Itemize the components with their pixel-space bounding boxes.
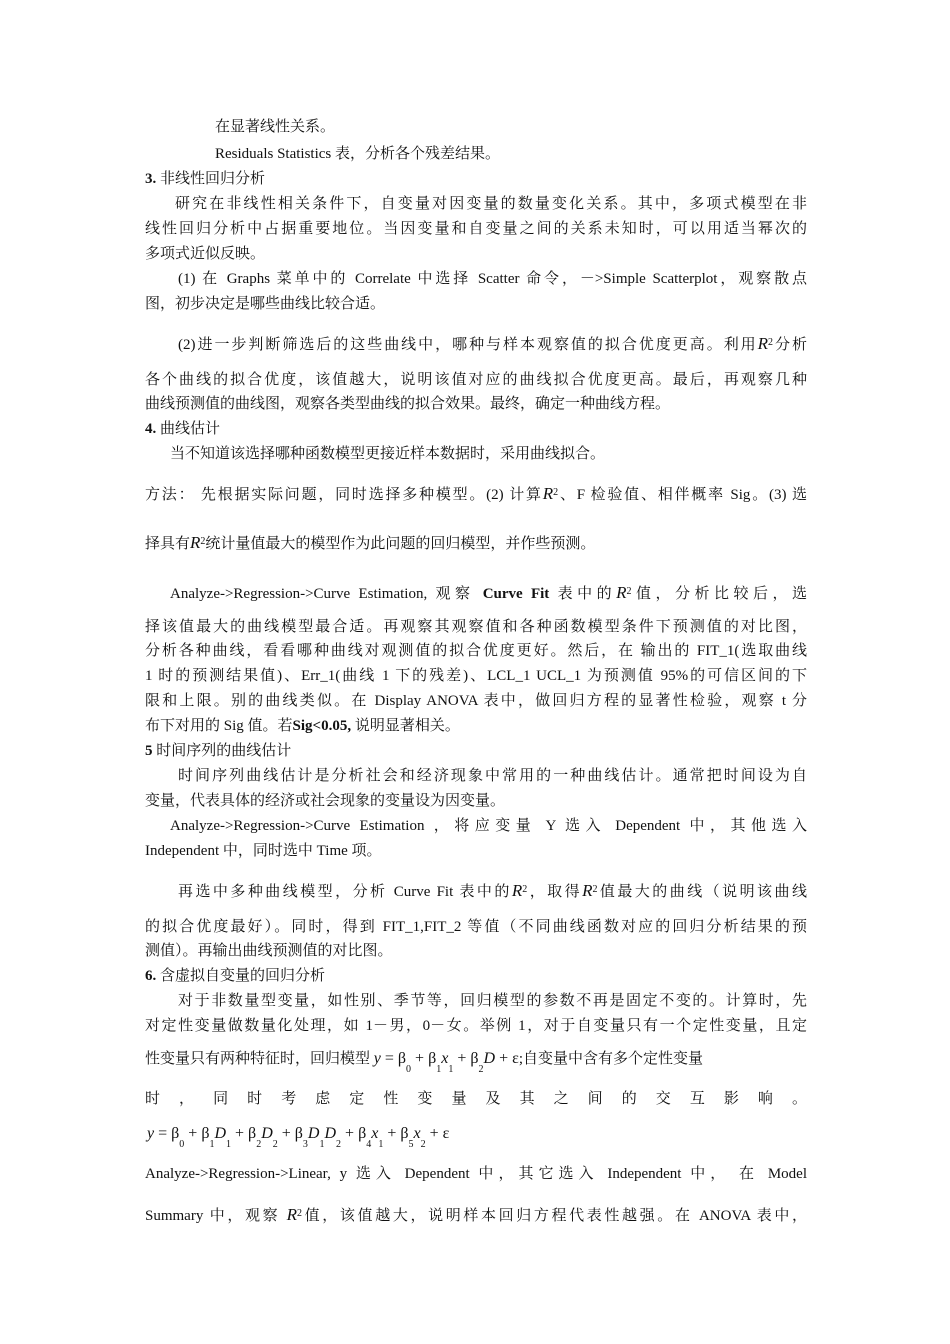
text-line: 时 ， 同 时 考 虑 定 性 变 量 及 其 之 间 的 交 互 影 响 。 [145, 1091, 807, 1107]
section-heading-6: 6. 含虚拟自变量的回归分析 [145, 968, 326, 984]
text-line: 限和上限。别的曲线类似。在 Display ANOVA 表中，做回归方程的显著性检验，观察 t 分 [145, 693, 807, 709]
text-line: 1 时的预测结果值)、Err_1(曲线 1 下的残差)、LCL_1 UCL_1 为预测值 95%的可信区间的下 [145, 668, 807, 684]
text-line: 各个曲线的拟合优度，该值越大，说明该值对应的曲线拟合优度更高。最后，再观察几种 [145, 372, 807, 388]
text-line: Residuals Statistics 表，分析各个残差结果。 [215, 146, 501, 162]
text-line: Summary 中，观察 $R^2$值，该值越大，说明样本回归方程代表性越强。在 ANOVA 表中， [145, 1205, 808, 1224]
section-heading-3: 3. 非线性回归分析 [145, 171, 266, 187]
text-line: 分析各种曲线，看看哪种曲线对观测值的拟合优度更好。然后，在 输出的 FIT_1(选取曲线 [145, 643, 807, 659]
text-line: 时间序列曲线估计是分析社会和经济现象中常用的一种曲线估计。通常把时间设为自 [178, 768, 807, 784]
text-line: 对定性变量做数量化处理，如 1－男，0－女。举例 1，对于自变量只有一个定性变量，且定 [145, 1018, 807, 1034]
text-line: (2)进一步判断筛选后的这些曲线中，哪种与样本观察值的拟合优度更高。利用$R^2$分析 [178, 334, 807, 353]
text-line: 图，初步决定是哪些曲线比较合适。 [145, 296, 386, 312]
regression-formula-1: $y = \beta_0 + \beta_1x_1 + \beta_2D + \varepsilon$ [373, 1050, 519, 1075]
text-line: Analyze->Regression->Curve Estimation ，将应变量 Y 选入 Dependent 中，其他选入 [170, 818, 807, 834]
text-line: 曲线预测值的曲线图，观察各类型曲线的拟合效果。最终，确定一种曲线方程。 [145, 396, 671, 412]
text-line: 择该值最大的曲线模型最合适。再观察其观察值和各种函数模型条件下预测值的对比图， [145, 619, 807, 635]
text-line: 方法： 先根据实际问题，同时选择多种模型。(2) 计算$R^2$、F 检验值、相伴概率 Sig。(3) 选 [145, 484, 808, 503]
text-line-with-formula: 性变量只有两种特征时，回归模型 $y = \beta_0 + \beta_1x_1 + \beta_2D + \varepsilon$;自变量中含有多个定性变量 [145, 1050, 703, 1075]
text-line: 测值）。再输出曲线预测值的对比图。 [145, 943, 393, 959]
text-line: Independent 中，同时选中 Time 项。 [145, 843, 382, 859]
text-line: (1) 在 Graphs 菜单中的 Correlate 中选择 Scatter 命令，－>Simple Scatterplot，观察散点 [178, 271, 807, 287]
text-line: 再选中多种曲线模型，分析 Curve Fit 表中的$R^2$，取得$R^2$值最大的曲线（说明该曲线 [178, 881, 807, 900]
text-line: 当不知道该选择哪种函数模型更接近样本数据时，采用曲线拟合。 [170, 446, 606, 462]
text-line: 对于非数量型变量，如性别、季节等，回归模型的参数不再是固定不变的。计算时，先 [178, 993, 807, 1009]
text-line: 研究在非线性相关条件下，自变量对因变量的数量变化关系。其中，多项式模型在非 [175, 196, 807, 212]
text-line: Analyze->Regression->Curve Estimation, 观察 Curve Fit 表中的$R^2$值，分析比较后，选 [170, 583, 807, 602]
text-line: Analyze->Regression->Linear, y 选入 Dependent 中，其它选入 Independent 中， 在 Model [145, 1166, 807, 1182]
text-line: 线性回归分析中占据重要地位。当因变量和自变量之间的关系未知时，可以用适当幂次的 [145, 221, 807, 237]
text-line: 变量，代表具体的经济或社会现象的变量设为因变量。 [145, 793, 506, 809]
text-line: 布下对用的 Sig 值。若Sig<0.05, 说明显著相关。 [145, 718, 460, 734]
section-heading-4: 4. 曲线估计 [145, 421, 221, 437]
text-line: 择具有$R^2$统计量值最大的模型作为此问题的回归模型，并作些预测。 [145, 533, 596, 552]
section-heading-5: 5 时间序列的曲线估计 [145, 743, 292, 759]
text-line: 在显著线性关系。 [215, 119, 336, 135]
text-line: 多项式近似反映。 [145, 246, 266, 262]
regression-formula-2: $y = \beta_0 + \beta_1D_1 + \beta_2D_2 + \beta_3D_1D_2 + \beta_4x_1 + \beta_5x_2 + \varepsilon$ [147, 1125, 450, 1150]
text-line: 的拟合优度最好）。同时，得到 FIT_1,FIT_2 等值（不同曲线函数对应的回归分析结果的预 [145, 919, 807, 935]
